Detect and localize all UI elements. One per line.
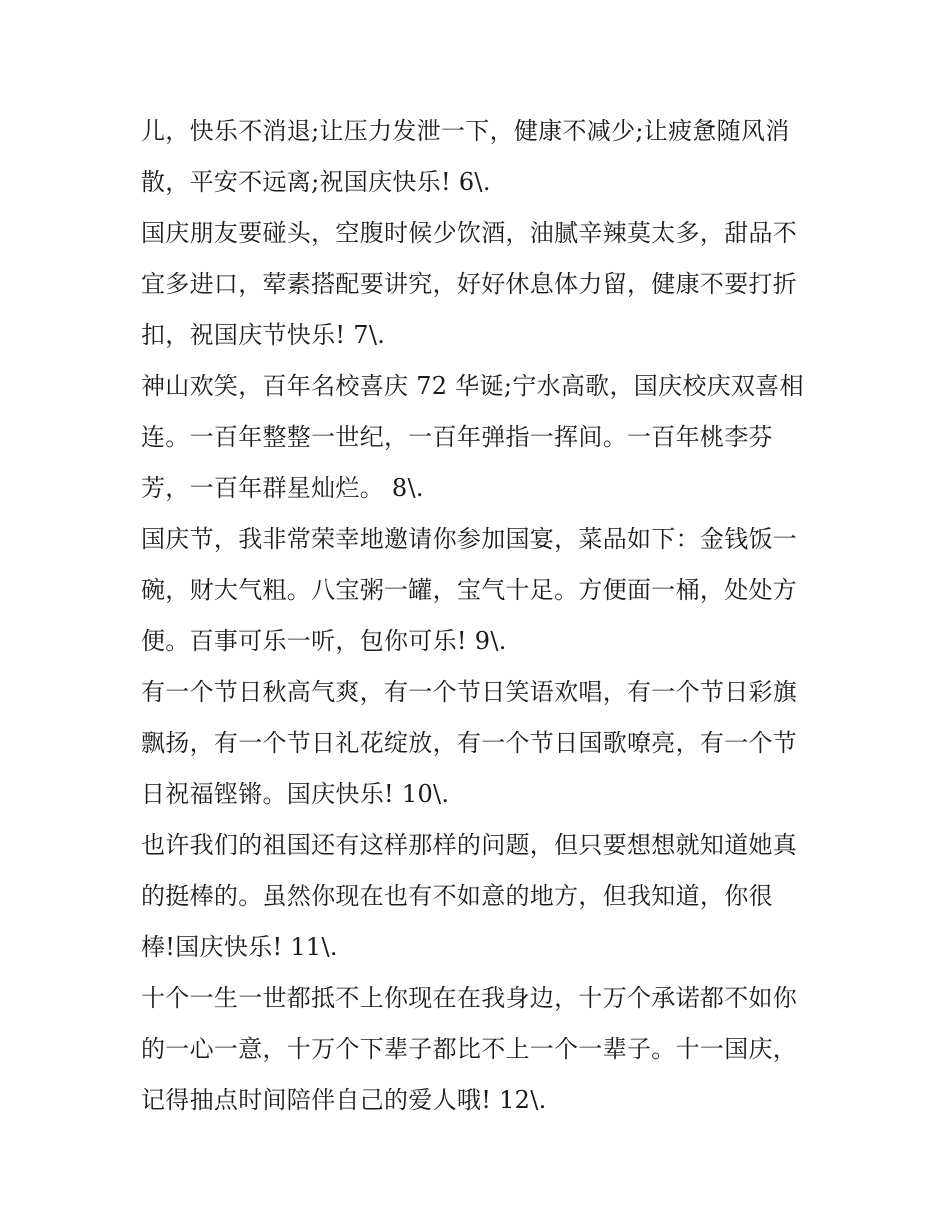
text-line: 神山欢笑，百年名校喜庆 72 华诞;宁水高歌，国庆校庆双喜相 bbox=[141, 372, 804, 400]
text-line: 芳，一百年群星灿烂。 8\. bbox=[141, 474, 424, 502]
text-line: 的挺棒的。虽然你现在也有不如意的地方，但我知道，你很 bbox=[141, 882, 773, 910]
paragraph-12 bbox=[141, 973, 821, 1126]
paragraph-9 bbox=[141, 514, 821, 667]
text-line: 的一心一意，十万个下辈子都比不上一个一辈子。十一国庆， bbox=[141, 1035, 798, 1063]
paragraph-10 bbox=[141, 667, 821, 820]
text-line: 连。一百年整整一世纪，一百年弹指一挥间。一百年桃李芬 bbox=[141, 423, 773, 451]
text-line: 十个一生一世都抵不上你现在在我身边，十万个承诺都不如你 bbox=[141, 984, 798, 1012]
text-line: 飘扬，有一个节日礼花绽放，有一个节日国歌嘹亮，有一个节 bbox=[141, 729, 798, 757]
text-line: 扣，祝国庆节快乐! 7\. bbox=[141, 321, 386, 349]
text-line: 国庆朋友要碰头，空腹时候少饮酒，油腻辛辣莫太多，甜品不 bbox=[141, 219, 798, 247]
text-line: 有一个节日秋高气爽，有一个节日笑语欢唱，有一个节日彩旗 bbox=[141, 678, 798, 706]
text-line: 也许我们的祖国还有这样那样的问题，但只要想想就知道她真 bbox=[141, 831, 798, 859]
text-line: 散，平安不远离;祝国庆快乐! 6\. bbox=[141, 168, 491, 196]
paragraph-6 bbox=[141, 106, 821, 208]
text-line: 日祝福铿锵。国庆快乐! 10\. bbox=[141, 780, 450, 808]
text-line: 儿，快乐不消退;让压力发泄一下，健康不减少;让疲惫随风消 bbox=[141, 117, 790, 145]
text-line: 国庆节，我非常荣幸地邀请你参加国宴，菜品如下：金钱饭一 bbox=[141, 525, 798, 553]
paragraph-7 bbox=[141, 208, 821, 361]
document-body bbox=[141, 106, 821, 1126]
paragraph-11 bbox=[141, 820, 821, 973]
text-line: 宜多进口，荤素搭配要讲究，好好休息体力留，健康不要打折 bbox=[141, 270, 798, 298]
text-line: 记得抽点时间陪伴自己的爱人哦! 12\. bbox=[141, 1086, 547, 1114]
text-line: 便。百事可乐一听，包你可乐! 9\. bbox=[141, 627, 507, 655]
text-line: 碗，财大气粗。八宝粥一罐，宝气十足。方便面一桶，处处方 bbox=[141, 576, 798, 604]
text-line: 棒!国庆快乐! 11\. bbox=[141, 933, 338, 961]
paragraph-8 bbox=[141, 361, 821, 514]
